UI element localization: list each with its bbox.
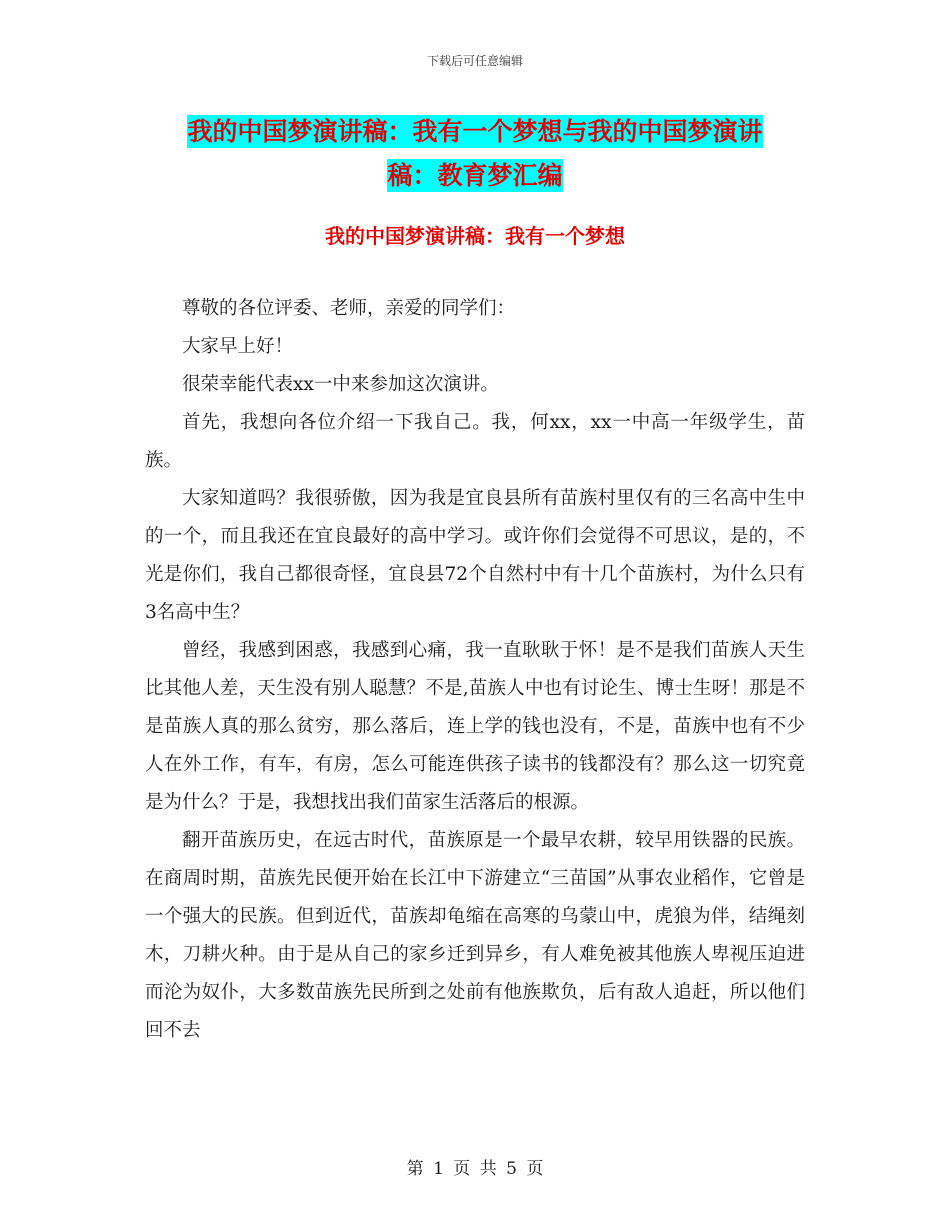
- document-title: [145, 110, 805, 198]
- title-line-2: 稿：教育梦汇编: [387, 161, 563, 190]
- paragraph: 翻开苗族历史，在远古时代，苗族原是一个最早农耕，较早用铁器的民族。在商周时期，苗族先民便开始在长江中下游建立“三苗国”从事农业稻作，它曾是一个强大的民族。但到近代，苗族却龟缩在高寒的乌蒙山中，虎狼为伴，结绳刻木，刀耕火种。由于是从自己的家乡迁到异乡，有人难免被其他族人卑视压迫进而沦为奴仆，大多数苗族先民所到之处前有他族欺负，后有敌人追赶，所以他们回不去: [145, 830, 805, 1041]
- paragraph: 大家知道吗？我很骄傲，因为我是宜良县所有苗族村里仅有的三名高中生中的一个，而且我还在宜良最好的高中学习。或许你们会觉得不可思议，是的，不光是你们，我自己都很奇怪，宜良县72个自然村中有十几个苗族村，为什么只有3名高中生？: [145, 488, 805, 623]
- paragraph: 首先，我想向各位介绍一下我自己。我，何xx，xx一中高一年级学生，苗族。: [145, 412, 805, 471]
- paragraph: 尊敬的各位评委、老师，亲爱的同学们：: [182, 298, 516, 319]
- paragraph: 曾经，我感到困惑，我感到心痛，我一直耿耿于怀！是不是我们苗族人天生比其他人差，天生没有别人聪慧？不是,苗族人中也有讨论生、博士生呀！那是不是苗族人真的那么贫穷，那么落后，连上学的钱也没有，不是，苗族中也有不少人在外工作，有车，有房，怎么可能连供孩子读书的钱都没有？那么这一切究竟是为什么？于是，我想找出我们苗家生活落后的根源。: [145, 640, 805, 813]
- body-text: [145, 290, 805, 1050]
- page-footer: 第 1 页 共 5 页: [406, 1159, 544, 1179]
- header-note: 下载后可任意编辑: [426, 54, 523, 68]
- paragraph: 很荣幸能代表xx一中来参加这次演讲。: [182, 374, 499, 395]
- paragraph: 大家早上好！: [182, 336, 294, 357]
- section-title: 我的中国梦演讲稿：我有一个梦想: [325, 224, 625, 248]
- title-line-1: 我的中国梦演讲稿：我有一个梦想与我的中国梦演讲: [187, 117, 763, 146]
